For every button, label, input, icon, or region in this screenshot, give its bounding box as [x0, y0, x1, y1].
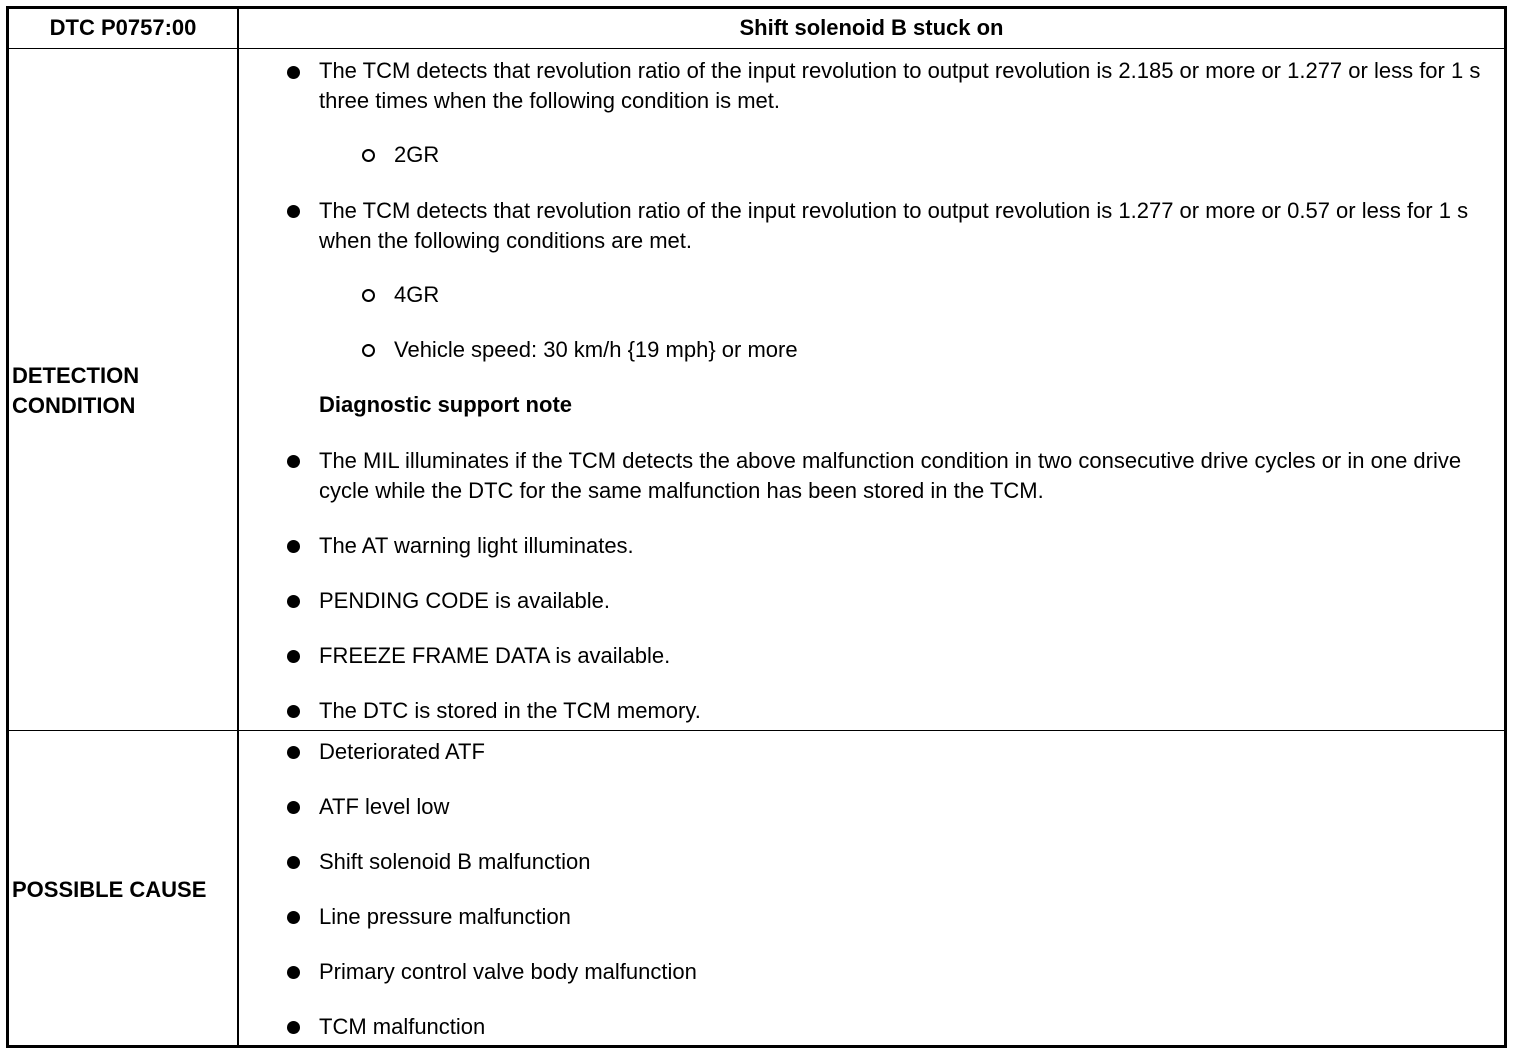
bullet-icon — [287, 205, 300, 218]
cause-item: Deteriorated ATF — [319, 739, 485, 764]
bullet-icon — [287, 650, 300, 663]
cause-item: Shift solenoid B malfunction — [319, 849, 591, 874]
support-note-item: FREEZE FRAME DATA is available. — [319, 643, 671, 668]
header-row-divider — [6, 48, 1507, 49]
detection-item: The TCM detects that revolution ratio of the input revolution to output revolution is 2.185 or more or 1.277 or less for 1 s three times when the following condition is met. — [319, 58, 1481, 113]
detection-subitem: 2GR — [394, 142, 440, 167]
detection-condition-label-line2: CONDITION — [12, 393, 136, 418]
column-divider — [237, 6, 239, 1048]
support-note-item: The AT warning light illuminates. — [319, 533, 634, 558]
detection-subitem: Vehicle speed: 30 km/h {19 mph} or more — [394, 337, 798, 362]
hollow-bullet-icon — [362, 344, 375, 357]
detection-condition-label-line1: DETECTION — [12, 363, 140, 388]
detection-subitem: 4GR — [394, 282, 440, 307]
bullet-icon — [287, 801, 300, 814]
hollow-bullet-icon — [362, 149, 375, 162]
bullet-icon — [287, 540, 300, 553]
bullet-icon — [287, 856, 300, 869]
dtc-title: Shift solenoid B stuck on — [739, 15, 1004, 40]
cause-item: ATF level low — [319, 794, 450, 819]
bullet-icon — [287, 746, 300, 759]
cause-row-divider — [6, 730, 1507, 731]
bullet-icon — [287, 66, 300, 79]
cause-item: Primary control valve body malfunction — [319, 959, 697, 984]
bullet-icon — [287, 911, 300, 924]
hollow-bullet-icon — [362, 289, 375, 302]
detection-item: The TCM detects that revolution ratio of the input revolution to output revolution is 1.277 or more or 0.57 or less for 1 s when the following conditions are met. — [319, 198, 1469, 253]
cause-item: Line pressure malfunction — [319, 904, 571, 929]
bullet-icon — [287, 455, 300, 468]
diagnostic-support-note-heading: Diagnostic support note — [319, 392, 572, 417]
support-note-item: The MIL illuminates if the TCM detects the above malfunction condition in two consecutive drive cycles or in one drive cycle while the DTC for the same malfunction has been stored in the TCM. — [319, 448, 1462, 503]
bullet-icon — [287, 1021, 300, 1034]
dtc-table — [6, 6, 1507, 1048]
bullet-icon — [287, 705, 300, 718]
bullet-icon — [287, 595, 300, 608]
dtc-code: DTC P0757:00 — [49, 15, 197, 40]
support-note-item: PENDING CODE is available. — [319, 588, 610, 613]
possible-cause-label: POSSIBLE CAUSE — [12, 877, 207, 902]
support-note-item: The DTC is stored in the TCM memory. — [319, 698, 701, 723]
bullet-icon — [287, 966, 300, 979]
cause-item: TCM malfunction — [319, 1014, 486, 1039]
